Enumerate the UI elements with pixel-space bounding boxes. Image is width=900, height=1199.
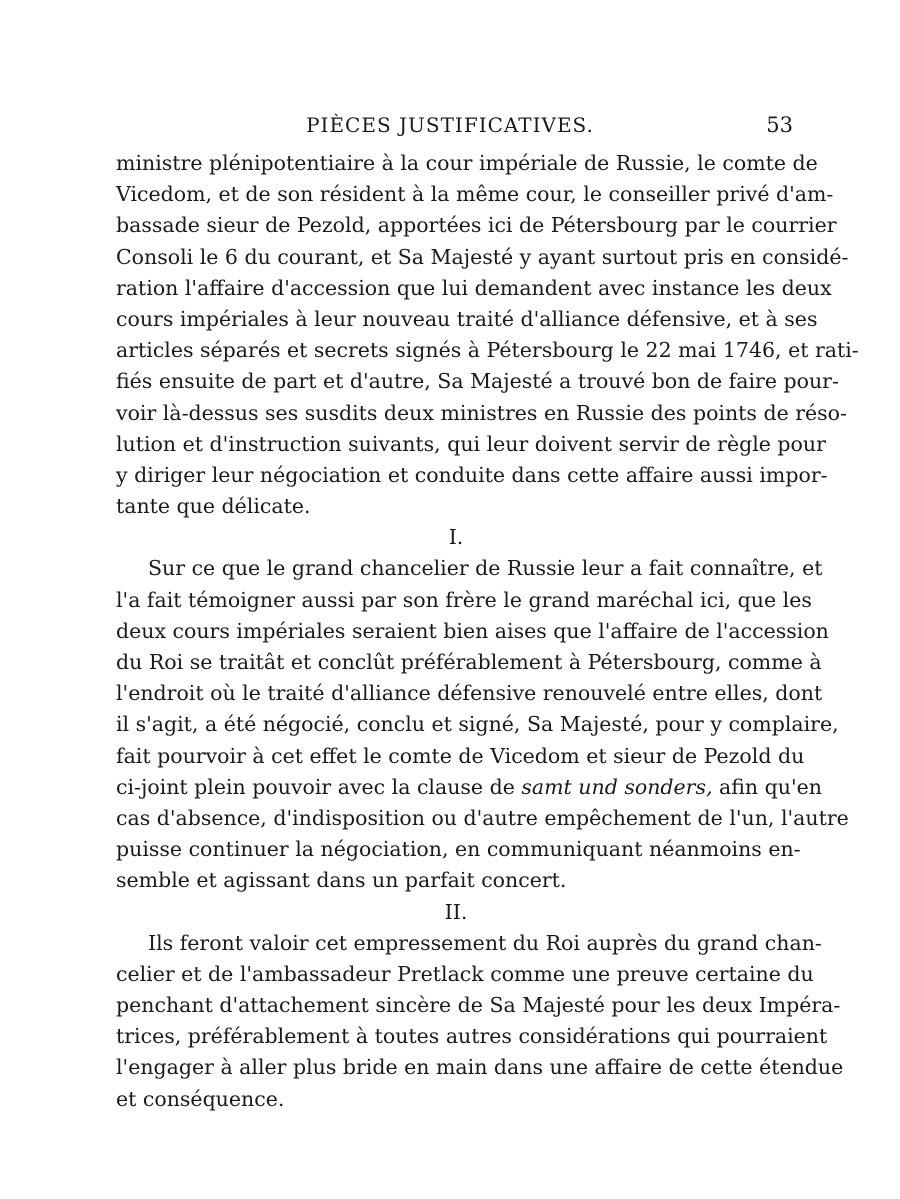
text-line: l'endroit où le traité d'alliance défensive renouvelé entre elles, dont [116, 681, 823, 706]
text-line: ration l'affaire d'accession que lui demandent avec instance les deux [116, 275, 832, 300]
text-line: l'a fait témoigner aussi par son frère le grand maréchal ici, que les [116, 587, 812, 612]
text-line: et conséquence. [116, 1086, 285, 1111]
text-line: cours impériales à leur nouveau traité d'alliance défensive, et à ses [116, 306, 818, 331]
text-line: articles séparés et secrets signés à Pétersbourg le 22 mai 1746, et rati- [116, 338, 859, 363]
text-line: voir là-dessus ses susdits deux ministres en Russie des points de réso- [116, 400, 847, 425]
text-line: il s'agit, a été négocié, conclu et signé, Sa Majesté, pour y complaire, [116, 712, 839, 737]
text-line: Consoli le 6 du courant, et Sa Majesté y ayant surtout pris en considé- [116, 244, 849, 269]
text-line: du Roi se traitât et conclût préférablement à Pétersbourg, comme à [116, 650, 822, 674]
text-span: ci-joint plein pouvoir avec la clause de [116, 774, 522, 799]
section-2-paragraph [116, 928, 844, 1115]
running-head [0, 110, 900, 140]
text-line: deux cours impériales seraient bien aises que l'affaire de l'accession [116, 618, 829, 643]
text-line: celier et de l'ambassadeur Pretlack comme une preuve certaine du [116, 961, 814, 986]
text-line: y diriger leur négociation et conduite dans cette affaire aussi impor- [116, 462, 828, 487]
text-span: afin qu'en [712, 774, 822, 799]
section-number-2: II. [444, 899, 468, 924]
text-line: Sur ce que le grand chancelier de Russie leur a fait connaître, et [148, 556, 823, 581]
text-line: Vicedom, et de son résident à la même cour, le conseiller privé d'am- [116, 182, 834, 207]
text-line: penchant d'attachement sincère de Sa Majesté pour les deux Impéra- [116, 993, 841, 1018]
text-line: cas d'absence, d'indisposition ou d'autre empêchement de l'un, l'autre [116, 805, 849, 830]
text-line: fait pourvoir à cet effet le comte de Vicedom et sieur de Pezold du [116, 743, 805, 768]
section-number-1: I. [448, 525, 464, 550]
italic-phrase: samt und sonders, [521, 774, 713, 799]
section-1-paragraph [116, 553, 849, 896]
text-line: l'engager à aller plus bride en main dans une affaire de cette étendue [116, 1055, 844, 1080]
text-line: fiés ensuite de part et d'autre, Sa Majesté a trouvé bon de faire pour- [116, 369, 839, 394]
text-line: bassade sieur de Pezold, apportées ici de Pétersbourg par le courrier [116, 213, 837, 238]
intro-paragraph [116, 148, 859, 522]
text-line: puisse continuer la négociation, en communiquant néanmoins en- [116, 837, 801, 862]
text-line: Ils feront valoir cet empressement du Roi auprès du grand chan- [148, 930, 822, 955]
text-line: tante que délicate. [116, 494, 311, 519]
text-line: lution et d'instruction suivants, qui leur doivent servir de règle pour [116, 431, 826, 456]
page-number: 53 [766, 113, 793, 137]
text-line-with-italic [116, 772, 822, 803]
text-line: trices, préférablement à toutes autres considérations qui pourraient [116, 1024, 828, 1049]
running-title: PIÈCES JUSTIFICATIVES. [306, 113, 594, 137]
body-text [116, 148, 859, 1115]
text-line: ministre plénipotentiaire à la cour impériale de Russie, le comte de [116, 151, 818, 175]
text-line: semble et agissant dans un parfait concert. [116, 868, 567, 893]
